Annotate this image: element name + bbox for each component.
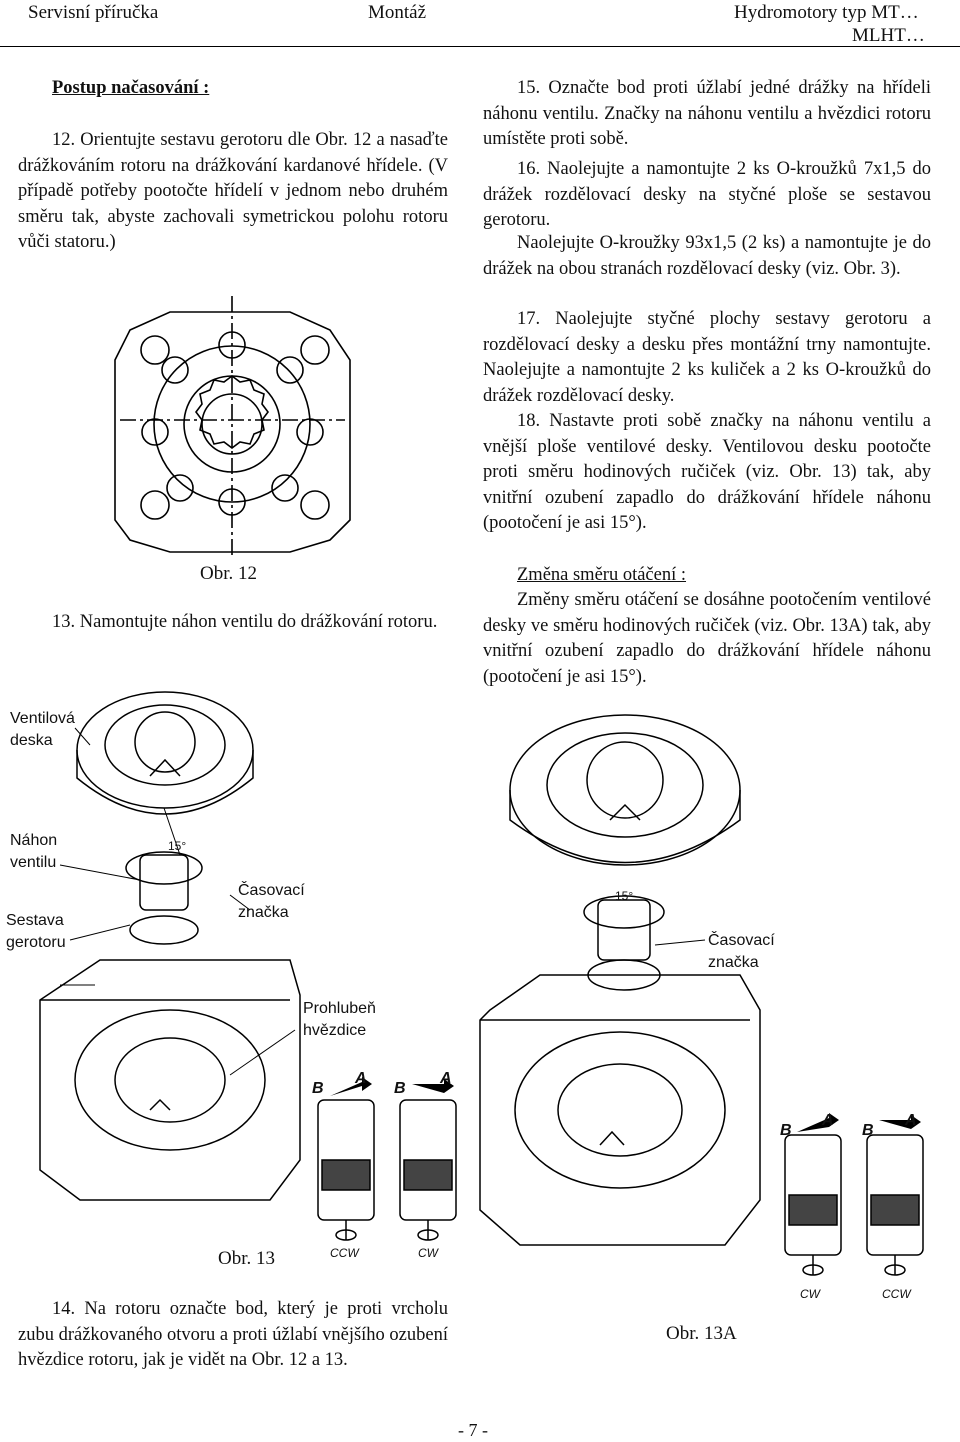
- motor1-ccw: CCW: [330, 1246, 359, 1260]
- label-ventilova-deska: Ventilová deska: [10, 710, 75, 749]
- label-casovaci-znacka-right: Časovací značka: [708, 932, 775, 971]
- procedure-heading: Postup načasování :: [52, 78, 210, 98]
- motor4-ccw: CCW: [882, 1287, 911, 1301]
- header-right-2: MLHT…: [852, 25, 925, 46]
- step-13: 13. Namontujte náhon ventilu do drážkování rotoru.: [52, 612, 438, 632]
- angle-15-left: 15°: [168, 839, 187, 853]
- motor1-label-b: B: [312, 1080, 324, 1097]
- motor1-label-a: A: [355, 1070, 367, 1087]
- page-number: - 7 -: [458, 1420, 488, 1440]
- step-14: 14. Na rotoru označte bod, který je proti vrcholu zubu drážkovaného otvoru a proti úžlabí vnějšího ozubení hvězdice rotoru, jak je vidět na Obr. 12 a 13.: [18, 1299, 448, 1370]
- header-right-1: Hydromotory typ MT…: [734, 2, 919, 23]
- label-nahon-ventilu: Náhon ventilu: [10, 832, 58, 871]
- motor2-label-a: A: [440, 1070, 452, 1087]
- step-17: 17. Naolejujte styčné plochy sestavy gerotoru a rozdělovací desky a desku přes montážní trny namontujte. Naolejujte a namontujte 2 ks kuliček a 2 ks O-kroužků do drážek rozdělovací desky.: [483, 309, 931, 406]
- motor3-label-b: B: [780, 1122, 792, 1139]
- label-casovaci-znacka-left: Časovací značka: [238, 882, 305, 921]
- header-center: Montáž: [368, 2, 427, 23]
- motor4-label-a: A: [905, 1112, 917, 1129]
- figure-12-caption: Obr. 12: [200, 563, 257, 584]
- angle-15-right: 15°: [615, 889, 634, 903]
- step-18: 18. Nastavte proti sobě značky na náhonu ventilu a vnější ploše ventilové desky. Ventilovou desku pootočte proti směru hodinových ručiček (viz. Obr. 13) tak, aby vnitřní ozubení zapadlo do drážkování hřídele náhonu (pootočení je asi 15°).: [483, 411, 931, 533]
- motor3-label-a: A: [822, 1112, 834, 1129]
- step-12: 12. Orientujte sestavu gerotoru dle Obr. 12 a nasaďte drážkováním rotoru na drážkování kardanové hřídele. (V případě potřeby pootočte hřídelí v jednom nebo druhém směru tak, abyste zachovali symetrickou polohu rotoru vůči statoru.): [18, 130, 448, 252]
- motor4-label-b: B: [862, 1122, 874, 1139]
- header-left: Servisní příručka: [28, 2, 159, 23]
- motor2-cw: CW: [418, 1246, 438, 1260]
- change-direction-heading: Změna směru otáčení :: [517, 565, 687, 585]
- figure-13-caption: Obr. 13: [218, 1248, 275, 1269]
- step-16b: Naolejujte O-kroužky 93x1,5 (2 ks) a namontujte je do drážek na obou stranách rozdělovací desky (viz. Obr. 3).: [483, 233, 931, 279]
- figure-13a-caption: Obr. 13A: [666, 1323, 737, 1344]
- motor3-cw: CW: [800, 1287, 820, 1301]
- step-15: 15. Označte bod proti úžlabí jedné drážky na hřídeli náhonu ventilu. Značky na náhonu ventilu a hvězdici rotoru umístěte proti sobě.: [483, 78, 931, 149]
- motor2-label-b: B: [394, 1080, 406, 1097]
- label-sestava-gerotoru: Sestava gerotoru: [6, 912, 66, 951]
- change-direction-text: Změny směru otáčení se dosáhne pootočením ventilové desky ve směru hodinových ručiček (viz. Obr. 13A) tak, aby vnitřní ozubení zapadlo do drážkování hřídele náhonu (pootočení je asi 15°).: [483, 590, 931, 687]
- step-16a: 16. Naolejujte a namontujte 2 ks O-kroužků 7x1,5 do drážek rozdělovací desky na styčné ploše se sestavou gerotoru.: [483, 159, 931, 230]
- label-prohluben: Prohlubeň hvězdice: [303, 1000, 376, 1039]
